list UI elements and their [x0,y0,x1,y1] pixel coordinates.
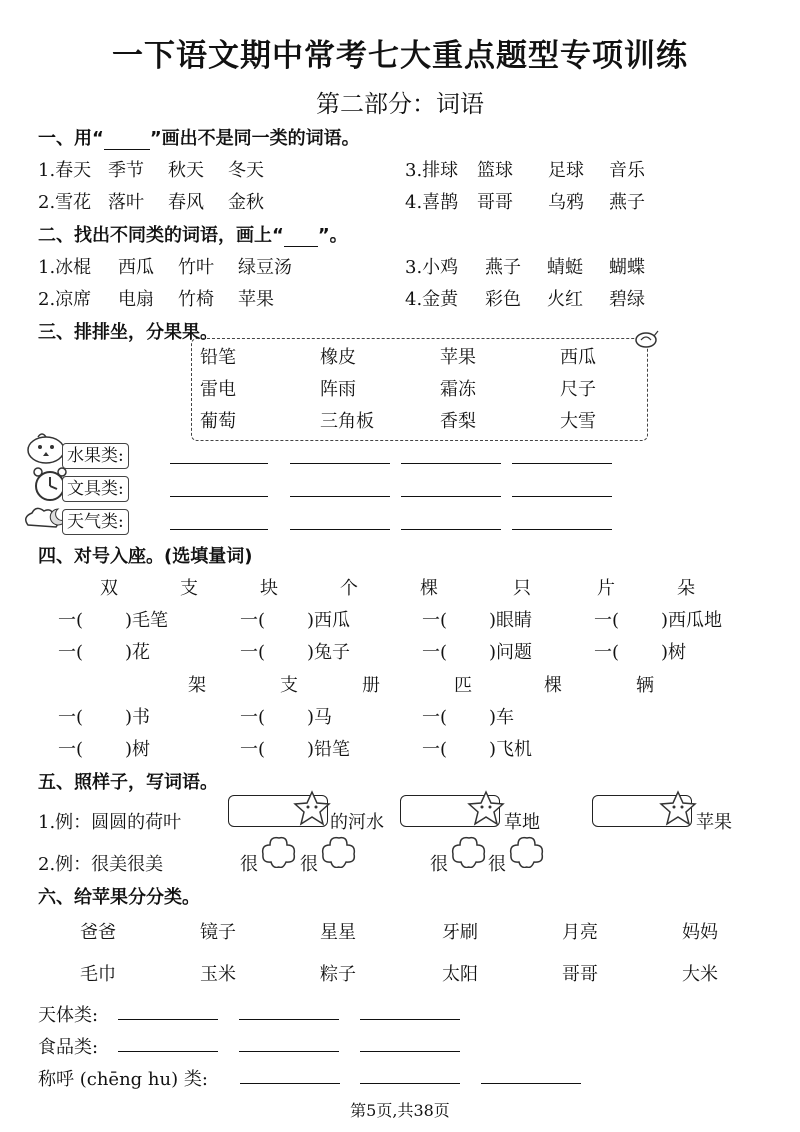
answer-line[interactable] [512,496,612,497]
word: 葡萄 [200,411,236,432]
word[interactable]: 秋天 [168,160,204,181]
answer-line[interactable] [290,463,390,464]
word[interactable]: 2.凉席 [38,289,92,310]
category-fruit-label: 水果类: [62,443,129,469]
word: 香梨 [440,411,476,432]
answer-line[interactable] [290,529,390,530]
star-icon [292,790,332,826]
cat-address-label: 称呼 (chēng hu) 类: [38,1069,208,1090]
answer-line[interactable] [170,463,268,464]
measure-words-1: 双 支 块 个 棵 只 片 朵 [100,578,695,599]
star-icon [658,790,698,826]
answer-line[interactable] [401,463,501,464]
word[interactable]: 竹椅 [178,289,214,310]
word[interactable]: 3.排球 [405,160,459,181]
answer-line[interactable] [360,1051,460,1052]
word: 尺子 [560,379,596,400]
answer-line[interactable] [512,529,612,530]
measure-words-2: 架 支 册 匹 棵 辆 [188,675,654,696]
answer-line[interactable] [290,496,390,497]
answer-line[interactable] [240,1083,340,1084]
word: 西瓜 [560,347,596,368]
fill-row-2: 一( )花 一( )兔子 一( )问题 一( )树 [58,642,687,663]
word[interactable]: 冬天 [228,160,264,181]
s2-row-2 [38,285,308,311]
word[interactable]: 季节 [108,160,144,181]
word[interactable]: 篮球 [477,160,513,181]
answer-line[interactable] [401,529,501,530]
flower-blank-icon[interactable] [320,834,358,868]
word[interactable]: 碧绿 [609,289,645,310]
underline-sample [104,131,150,150]
word[interactable]: 竹叶 [178,257,214,278]
answer-line[interactable] [360,1083,460,1084]
s6-words-1: 爸爸 镜子 星星 牙刷 月亮 妈妈 [80,922,718,943]
answer-line[interactable] [512,463,612,464]
answer-line[interactable] [170,496,268,497]
answer-line[interactable] [360,1019,460,1020]
flower-blank-icon[interactable] [260,834,298,868]
word[interactable]: 足球 [548,160,584,181]
cat-food-label: 食品类: [38,1037,99,1058]
word[interactable]: 电扇 [118,289,154,310]
word: 三角板 [320,411,374,432]
word[interactable]: 1.春天 [38,160,92,181]
answer-line[interactable] [118,1019,218,1020]
word: 铅笔 [200,347,236,368]
word[interactable]: 2.雪花 [38,192,92,213]
fill-row-3: 一( )书 一( )马 一( )车 [58,707,515,728]
page-subtitle: 第二部分：词语 [316,90,484,118]
answer-line[interactable] [239,1019,339,1020]
section-3-title: 三、排排坐，分果果。 [38,322,218,343]
section-4-title: 四、对号入座。(选填量词) [38,546,253,567]
section-2-title: 二、找出不同类的词语，画上“ ”。 [38,225,348,246]
word: 苹果 [440,347,476,368]
snail-icon [632,328,660,350]
fill-row-1: 一( )毛笔 一( )西瓜 一( )眼睛 一( )西瓜地 [58,610,723,631]
s1-row-3 [405,156,669,182]
answer-line[interactable] [401,496,501,497]
word[interactable]: 4.金黄 [405,289,459,310]
word[interactable]: 落叶 [108,192,144,213]
word[interactable]: 西瓜 [118,257,154,278]
page-number: 第5页,共38页 [350,1101,450,1120]
page-title: 一下语文期中常考七大重点题型专项训练 [112,38,688,74]
word[interactable]: 苹果 [238,289,274,310]
section-5-title: 五、照样子，写词语。 [38,772,218,793]
word[interactable]: 火红 [547,289,583,310]
word[interactable]: 春风 [168,192,204,213]
word: 阵雨 [320,379,356,400]
underline-sample [284,228,318,247]
word: 雷电 [200,379,236,400]
example-2: 2.例：很美很美 [38,854,164,875]
word[interactable]: 蜻蜓 [547,257,583,278]
word[interactable]: 1.冰棍 [38,257,92,278]
word[interactable]: 哥哥 [477,192,513,213]
word[interactable]: 蝴蝶 [609,257,645,278]
category-stationery-label: 文具类: [62,476,129,502]
s1-row-4 [405,188,669,214]
word: 橡皮 [320,347,356,368]
word[interactable]: 音乐 [609,160,645,181]
flower-blank-icon[interactable] [450,834,488,868]
word[interactable]: 绿豆汤 [238,257,292,278]
section-1-title: 一、用“ ”画出不是同一类的词语。 [38,128,360,149]
flower-blank-icon[interactable] [508,834,546,868]
word[interactable]: 燕子 [485,257,521,278]
word[interactable]: 金秋 [228,192,264,213]
word[interactable]: 4.喜鹊 [405,192,459,213]
word: 大雪 [560,411,596,432]
s2-row-3 [405,253,669,279]
answer-line[interactable] [170,529,268,530]
s2-row-4 [405,285,669,311]
word[interactable]: 燕子 [609,192,645,213]
s6-words-2: 毛巾 玉米 粽子 太阳 哥哥 大米 [80,964,718,985]
fill-row-4: 一( )树 一( )铅笔 一( )飞机 [58,739,533,760]
section-6-title: 六、给苹果分分类。 [38,887,200,908]
answer-line[interactable] [118,1051,218,1052]
word: 霜冻 [440,379,476,400]
answer-line[interactable] [239,1051,339,1052]
example-1: 1.例：圆圆的荷叶 [38,812,182,833]
answer-line[interactable] [481,1083,581,1084]
word[interactable]: 乌鸦 [548,192,584,213]
s2-row-1 [38,253,308,279]
star-icon [466,790,506,826]
word[interactable]: 彩色 [485,289,521,310]
cat-celestial-label: 天体类: [38,1005,99,1026]
category-weather-label: 天气类: [62,509,129,535]
s1-row-1 [38,156,288,182]
word[interactable]: 3.小鸡 [405,257,459,278]
s1-row-2 [38,188,288,214]
word-bank [200,343,620,439]
